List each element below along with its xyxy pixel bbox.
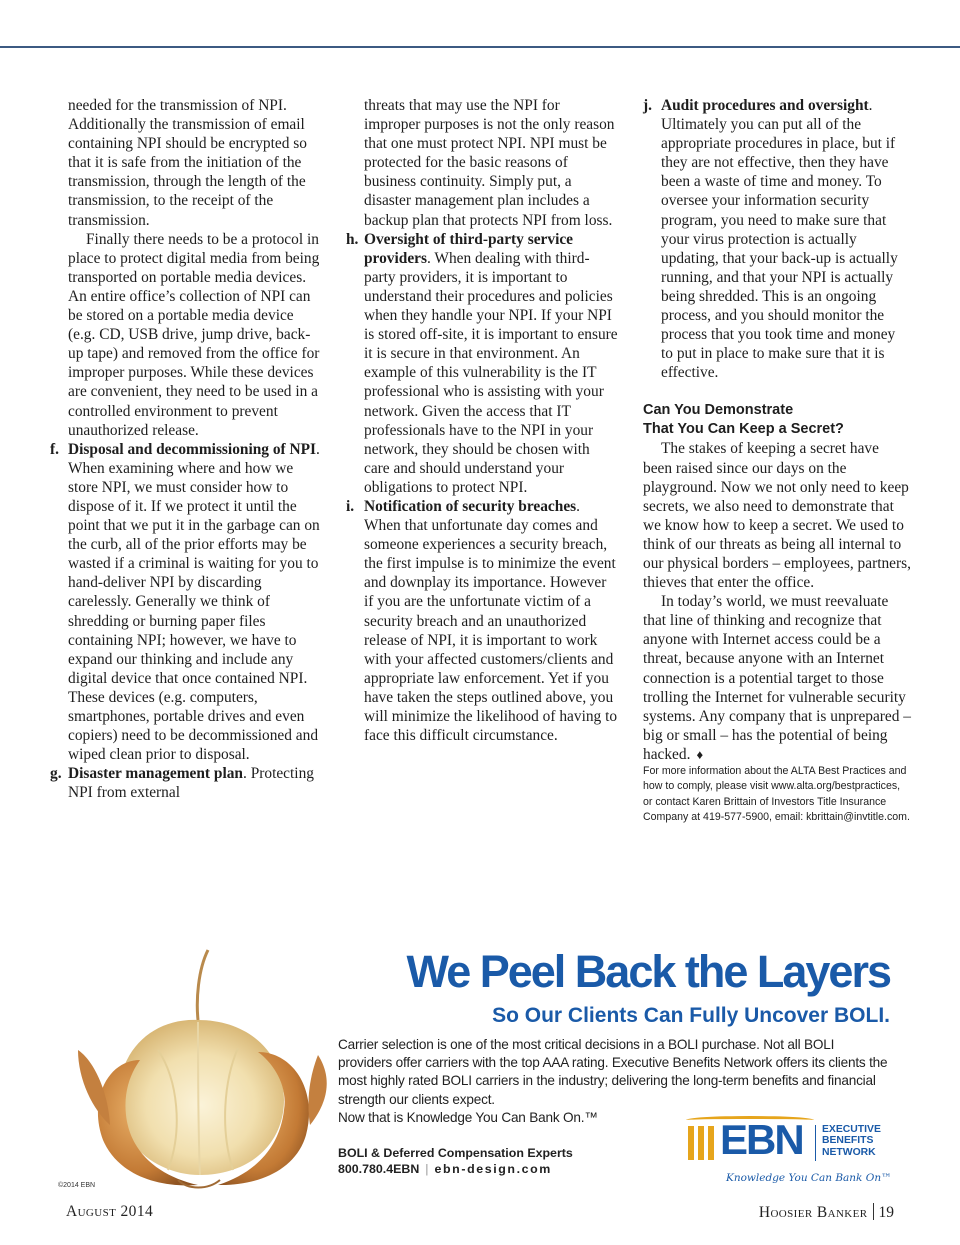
list-item-g — [50, 764, 322, 802]
footer-divider — [873, 1203, 874, 1220]
ad-contact — [338, 1162, 552, 1176]
list-item-title: Audit procedures and oversight — [661, 97, 869, 114]
page-number: 19 — [878, 1204, 894, 1221]
list-item-j — [643, 96, 911, 382]
list-item-text: . Protecting NPI from external — [68, 765, 314, 802]
ebn-logo — [686, 1116, 906, 1190]
ad-body-text: Carrier selection is one of the most critical decisions in a BOLI purchase. Not all BOLI providers offer carriers with the top AAA rating. Executive Benefits Network offers its clients the most highly rated BOLI carriers in the industry; delivering the long-term benefits and financial strength our clients expect. — [338, 1037, 888, 1107]
ad-subheadline: So Our Clients Can Fully Uncover BOLI. — [492, 1004, 890, 1027]
list-label: i. — [346, 497, 355, 515]
onion-illustration — [48, 940, 348, 1195]
list-item-h — [346, 230, 618, 497]
ad-copyright: ©2014 EBN — [58, 1182, 96, 1189]
article-column-2 — [346, 96, 618, 745]
list-item-title: Disaster management plan — [68, 765, 243, 783]
footer-publication — [759, 1203, 894, 1222]
section-heading — [643, 401, 911, 439]
list-item-text: . When that unfortunate day comes and someone experiences a security breach, the first impulse is to minimize the event and downplay its importance. However if you are the unfortunate victim of a security breach and an unauthorized release of NPI, it is important to work with your affected customers/clients and appropriate law enforcement. Yet if you have taken the steps outlined above, you will minimize the likelihood of having to face this difficult circumstance. — [364, 497, 618, 745]
ad-body-text: Now that is Knowledge You Can Bank On.™ — [338, 1109, 598, 1125]
article-column-1 — [50, 96, 322, 802]
logo-slogan: Knowledge You Can Bank On™ — [726, 1172, 892, 1184]
paragraph: Finally there needs to be a protocol in place to protect digital media from being transported on portable media devices. An entire office’s collection of NPI can be stored on a portable media device (e.g. CD, USB drive, jump drive, back-up tape) and removed from the office for improper purposes. While these devices are convenient, they need to be used in a controlled environment to prevent unauthorized release. — [68, 230, 320, 439]
ad-phone[interactable]: 800.780.4EBN — [338, 1162, 420, 1176]
list-item-text: . When examining where and how we store NPI, we must consider how to dispose of it. If we protect it until the point that we put it in the garbage can on the curb, all of the prior efforts may be wasted if a criminal is waiting for you to hand-deliver NPI by discarding carelessly. Generally we think of shredding or burning paper files containing NPI; however, we have to expand our thinking and include any digital device that once contained NPI. These devices (e.g. computers, smartphones, portable drives and even copiers) need to be decommissioned and wiped clean prior to disposal. — [68, 440, 320, 764]
list-label: j. — [643, 97, 652, 114]
section-heading-line: Can You Demonstrate — [643, 402, 794, 419]
list-item-f — [50, 440, 322, 765]
ad-tagline: BOLI & Deferred Compensation Experts — [338, 1146, 573, 1160]
list-item-text: . When dealing with third-party providers, it is important to understand their procedures and policies when they handle your NPI. If your NPI is stored off-site, it is important to ensure it is secure in that environment. An example of this vulnerability is the IT professional who is assisting with your network. Given the access that IT professionals have to the NPI in your network, they should be chosen with care and should understand your obligations to protect NPI. — [364, 249, 618, 496]
ad-headline: We Peel Back the Layers — [406, 946, 890, 997]
list-item-text: . Ultimately you can put all of the appropriate procedures in place, but if they are not effective, then they have been a waste of time and money. To oversee your information security program, you need to make sure that your virus protection is actually updating, that your back-up is actually running, and that your NPI is actually being shredded. This is an ongoing process, and you should monitor the process that you took time and money to put in place to make sure that it is effective. — [661, 97, 898, 382]
paragraph — [643, 592, 911, 764]
paragraph: threats that may use the NPI for improper purposes is not the only reason that one must protect NPI. NPI must be protected for the basic reasons of business continuity. Simply put, a disaster management plan includes a backup plan that protects NPI from loss. — [364, 97, 615, 229]
separator: | — [425, 1162, 429, 1176]
logo-pillars — [686, 1126, 716, 1160]
paragraph: The stakes of keeping a secret have been raised since our days on the playground. Now we not only need to keep secrets, we also need to demonstrate that we know how to keep a secret. We used to think of our threats as being all internal to our physical borders – employees, partners, thieves that enter the office. — [643, 440, 911, 592]
paragraph: needed for the transmission of NPI. Additionally the transmission of email containing NPI should be encrypted so that it is safe from the initiation of the transmission, through the length of the transmission, to the receipt of the transmission. — [68, 97, 307, 229]
ad-body — [338, 1036, 890, 1127]
list-item-i — [346, 497, 618, 745]
footer-date: August 2014 — [66, 1203, 154, 1220]
list-item-title: Disposal and decommissioning of NPI — [68, 440, 317, 458]
article-column-3 — [643, 96, 911, 825]
logo-name-line: EXECUTIVE — [822, 1124, 881, 1135]
header-rule — [0, 46, 960, 48]
logo-name-line: NETWORK — [822, 1146, 876, 1158]
list-item-title: Oversight of third-party service providers — [364, 230, 574, 267]
list-label: h. — [346, 230, 359, 248]
logo-divider — [815, 1125, 816, 1161]
paragraph-text: In today’s world, we must reevaluate that line of thinking and recognize that anyone with Internet access could be a threat, because anyone with an Internet connection is a potential target to those trolling the Internet for vulnerable security systems. Any company that is unprepared – big or small – has the potential of being hacked. — [643, 593, 912, 763]
end-mark-icon: ♦ — [696, 746, 704, 762]
list-item-title: Notification of security breaches — [364, 497, 577, 515]
info-note: For more information about the ALTA Best Practices and how to comply, please visit www.alta.org/bestpractices, or contact Karen Brittain of Investors Title Insurance Company at 419-577-5900, email: kbrittain@invtitle.com. — [643, 765, 910, 823]
logo-company-name — [822, 1124, 881, 1158]
logo-name-line: BENEFITS — [822, 1135, 874, 1147]
list-label: f. — [50, 440, 59, 458]
publication-name: Hoosier Banker — [758, 1204, 868, 1221]
list-label: g. — [50, 765, 62, 783]
logo-wordmark: EBN — [720, 1116, 803, 1163]
ad-website-link[interactable]: ebn-design.com — [434, 1162, 552, 1176]
section-heading-line: That You Can Keep a Secret? — [643, 421, 844, 438]
ebn-advertisement[interactable] — [48, 940, 910, 1202]
